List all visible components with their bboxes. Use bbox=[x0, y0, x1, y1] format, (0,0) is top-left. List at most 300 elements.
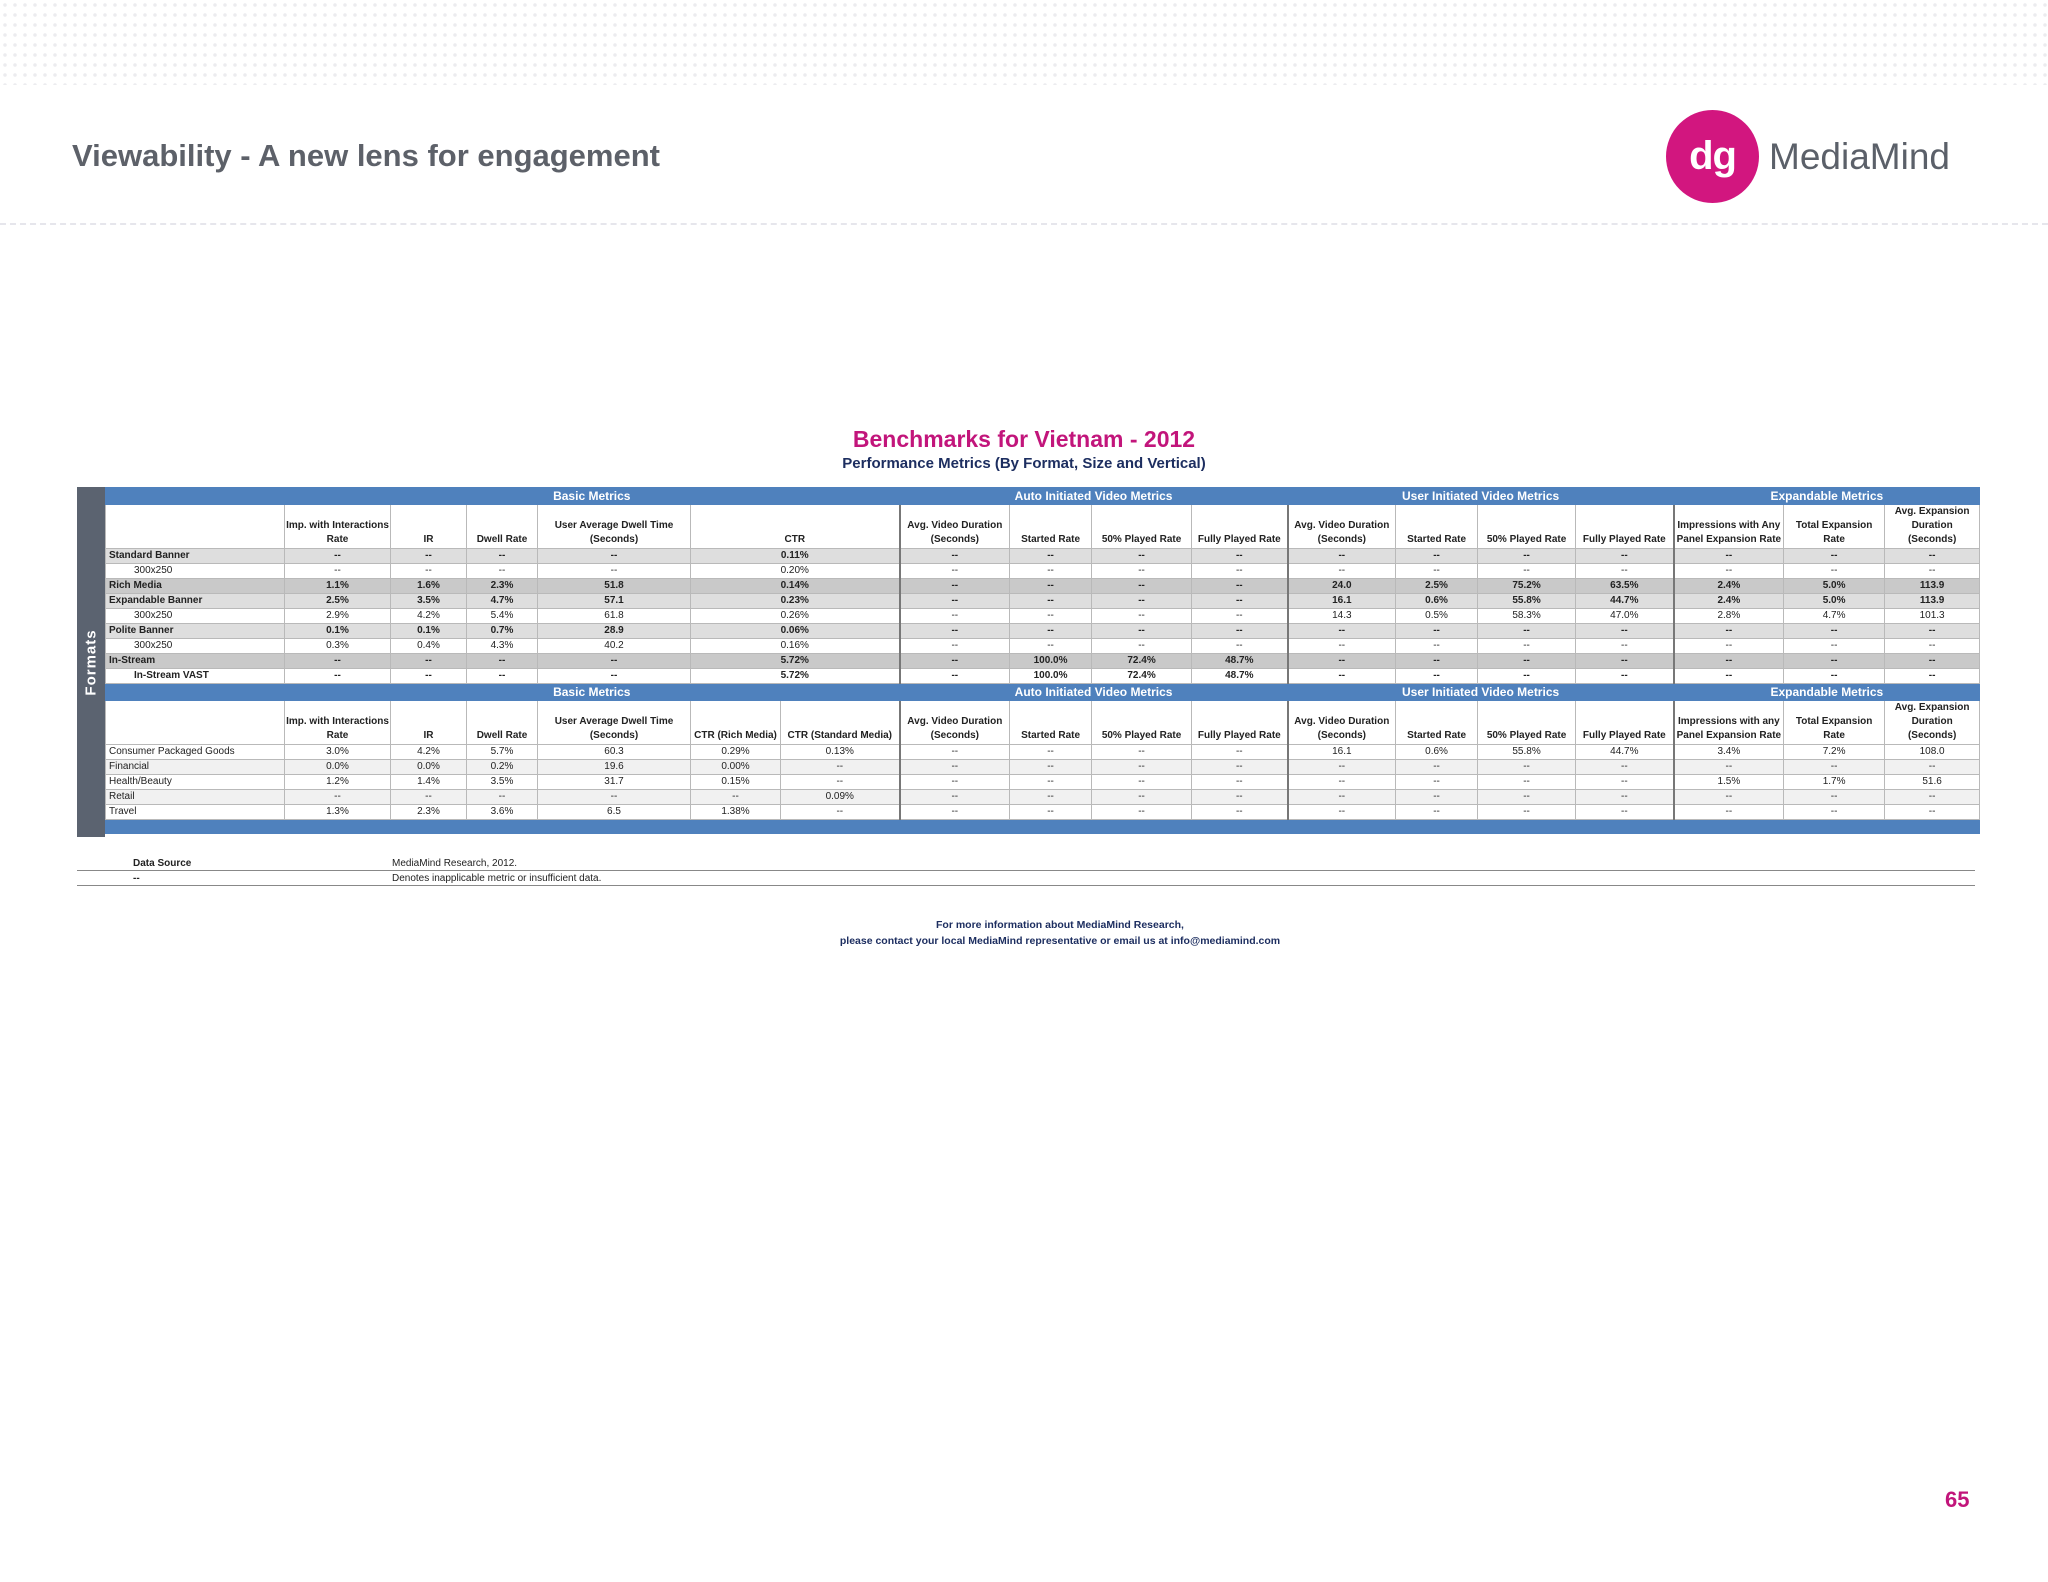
contact-line-1: For more information about MediaMind Research, bbox=[936, 919, 1184, 931]
table-cell: -- bbox=[1010, 790, 1092, 805]
column-header: CTR (Rich Media) bbox=[691, 701, 781, 745]
row-label: In-Stream bbox=[106, 654, 285, 669]
column-header: Fully Played Rate bbox=[1576, 505, 1674, 549]
table-row bbox=[106, 654, 1980, 669]
table-cell: 28.9 bbox=[538, 624, 691, 639]
table-row bbox=[106, 564, 1980, 579]
column-header-blank bbox=[106, 701, 285, 745]
group-header-expand: Expandable Metrics bbox=[1674, 684, 1980, 701]
table-cell: -- bbox=[1396, 564, 1478, 579]
table-cell: -- bbox=[1092, 775, 1192, 790]
table-cell: -- bbox=[1396, 775, 1478, 790]
group-header-user: User Initiated Video Metrics bbox=[1288, 684, 1674, 701]
table-cell: 1.3% bbox=[285, 805, 391, 820]
table-cell: -- bbox=[1784, 669, 1885, 684]
column-header-blank bbox=[106, 505, 285, 549]
table-cell: -- bbox=[1092, 579, 1192, 594]
column-header-row bbox=[106, 505, 1980, 549]
table-cell: -- bbox=[1885, 805, 1980, 820]
table-cell: -- bbox=[1674, 624, 1784, 639]
row-label: Polite Banner bbox=[106, 624, 285, 639]
table-cell: -- bbox=[1674, 654, 1784, 669]
column-header: 50% Played Rate bbox=[1478, 505, 1576, 549]
row-label: In-Stream VAST bbox=[106, 669, 285, 684]
table-cell: 0.2% bbox=[467, 760, 538, 775]
table-cell: 0.0% bbox=[391, 760, 467, 775]
table-cell: -- bbox=[1010, 564, 1092, 579]
table-cell: 75.2% bbox=[1478, 579, 1576, 594]
table-cell: -- bbox=[1192, 775, 1288, 790]
row-label: 300x250 bbox=[106, 564, 285, 579]
table-cell: -- bbox=[900, 760, 1010, 775]
table-cell: -- bbox=[391, 654, 467, 669]
table-cell: -- bbox=[538, 549, 691, 564]
table-cell: 0.20% bbox=[691, 564, 900, 579]
table-cell: 58.3% bbox=[1478, 609, 1576, 624]
table-cell: 72.4% bbox=[1092, 669, 1192, 684]
table-cell: 5.0% bbox=[1784, 579, 1885, 594]
table-cell: -- bbox=[1192, 609, 1288, 624]
table-cell: 51.6 bbox=[1885, 775, 1980, 790]
table-cell: -- bbox=[1784, 790, 1885, 805]
table-cell: 14.3 bbox=[1288, 609, 1396, 624]
table-cell: 1.5% bbox=[1674, 775, 1784, 790]
column-header: Impressions with Any Panel Expansion Rate bbox=[1674, 505, 1784, 549]
table-cell: 0.7% bbox=[467, 624, 538, 639]
column-header: Dwell Rate bbox=[467, 505, 538, 549]
table-cell: 40.2 bbox=[538, 639, 691, 654]
table-cell: -- bbox=[900, 594, 1010, 609]
table-cell: -- bbox=[1576, 564, 1674, 579]
table-cell: -- bbox=[900, 745, 1010, 760]
table-cell: 0.15% bbox=[691, 775, 781, 790]
table-cell: -- bbox=[1674, 790, 1784, 805]
table-cell: -- bbox=[1784, 549, 1885, 564]
table-cell: -- bbox=[467, 790, 538, 805]
table-cell: -- bbox=[285, 669, 391, 684]
table-cell: -- bbox=[900, 549, 1010, 564]
group-header-auto: Auto Initiated Video Metrics bbox=[900, 488, 1288, 505]
table-cell: 0.6% bbox=[1396, 745, 1478, 760]
table-cell: 60.3 bbox=[538, 745, 691, 760]
table-cell: 1.38% bbox=[691, 805, 781, 820]
table-cell: -- bbox=[467, 564, 538, 579]
table-row bbox=[106, 594, 1980, 609]
table-cell: -- bbox=[1674, 639, 1784, 654]
table-cell: -- bbox=[1396, 805, 1478, 820]
column-header: Avg. Expansion Duration (Seconds) bbox=[1885, 701, 1980, 745]
table-cell: 101.3 bbox=[1885, 609, 1980, 624]
column-header: Avg. Expansion Duration (Seconds) bbox=[1885, 505, 1980, 549]
column-header-row bbox=[106, 701, 1980, 745]
table-cell: 44.7% bbox=[1576, 594, 1674, 609]
table-cell: 2.3% bbox=[467, 579, 538, 594]
table-cell: 0.3% bbox=[285, 639, 391, 654]
table-cell: -- bbox=[538, 564, 691, 579]
table-cell: 1.6% bbox=[391, 579, 467, 594]
table-cell: -- bbox=[1885, 564, 1980, 579]
table-cell: -- bbox=[691, 790, 781, 805]
table-cell: -- bbox=[1288, 790, 1396, 805]
table-cell: -- bbox=[1092, 805, 1192, 820]
column-header: Started Rate bbox=[1396, 701, 1478, 745]
table-cell: 48.7% bbox=[1192, 669, 1288, 684]
table-cell: -- bbox=[900, 790, 1010, 805]
table-cell: 61.8 bbox=[538, 609, 691, 624]
table-cell: -- bbox=[1010, 745, 1092, 760]
group-header-basic: Basic Metrics bbox=[285, 488, 900, 505]
row-label: Rich Media bbox=[106, 579, 285, 594]
table-cell: 2.9% bbox=[285, 609, 391, 624]
table-cell: 2.3% bbox=[391, 805, 467, 820]
table-cell: -- bbox=[391, 669, 467, 684]
table-cell: 44.7% bbox=[1576, 745, 1674, 760]
row-label: 300x250 bbox=[106, 639, 285, 654]
row-label: Standard Banner bbox=[106, 549, 285, 564]
table-cell: -- bbox=[1784, 564, 1885, 579]
table-cell: -- bbox=[1478, 760, 1576, 775]
row-label: Financial bbox=[106, 760, 285, 775]
table-cell: -- bbox=[1092, 760, 1192, 775]
note-key: Data Source bbox=[133, 858, 192, 869]
note-value: Denotes inapplicable metric or insufficient data. bbox=[392, 873, 602, 884]
group-header-basic: Basic Metrics bbox=[285, 684, 900, 701]
table-cell: -- bbox=[1396, 624, 1478, 639]
table-footer-bar bbox=[106, 820, 1980, 834]
table-cell: 16.1 bbox=[1288, 594, 1396, 609]
logo-text: MediaMind bbox=[1769, 135, 1950, 177]
column-header: Avg. Video Duration (Seconds) bbox=[900, 701, 1010, 745]
column-header: IR bbox=[391, 505, 467, 549]
table-cell: 4.2% bbox=[391, 745, 467, 760]
table-cell: -- bbox=[1288, 654, 1396, 669]
table-cell: -- bbox=[1478, 639, 1576, 654]
column-header: Avg. Video Duration (Seconds) bbox=[1288, 701, 1396, 745]
table-cell: 3.6% bbox=[467, 805, 538, 820]
table-cell: 0.29% bbox=[691, 745, 781, 760]
table-cell: -- bbox=[1092, 790, 1192, 805]
table-cell: 3.5% bbox=[391, 594, 467, 609]
table-cell: 0.16% bbox=[691, 639, 900, 654]
table-cell: -- bbox=[1288, 549, 1396, 564]
table-cell: 4.3% bbox=[467, 639, 538, 654]
table-cell: -- bbox=[1674, 549, 1784, 564]
row-label: 300x250 bbox=[106, 609, 285, 624]
group-header-auto: Auto Initiated Video Metrics bbox=[900, 684, 1288, 701]
table-cell: -- bbox=[1885, 654, 1980, 669]
table-cell: 4.7% bbox=[467, 594, 538, 609]
table-cell: -- bbox=[1288, 624, 1396, 639]
table-cell: -- bbox=[391, 549, 467, 564]
dg-logo-icon: dg bbox=[1666, 110, 1759, 203]
page-title: Viewability - A new lens for engagement bbox=[72, 138, 660, 173]
table-cell: 0.4% bbox=[391, 639, 467, 654]
table-cell: -- bbox=[1192, 564, 1288, 579]
table-cell: -- bbox=[781, 805, 900, 820]
table-cell: -- bbox=[1784, 805, 1885, 820]
table-cell: 51.8 bbox=[538, 579, 691, 594]
table-cell: -- bbox=[391, 564, 467, 579]
table-footer-cell bbox=[106, 820, 1980, 834]
table-cell: -- bbox=[1396, 549, 1478, 564]
contact-line-2: please contact your local MediaMind representative or email us at info@mediamind.com bbox=[839, 935, 1281, 947]
column-header: CTR (Standard Media) bbox=[781, 701, 900, 745]
column-header: Avg. Video Duration (Seconds) bbox=[900, 505, 1010, 549]
table-cell: 72.4% bbox=[1092, 654, 1192, 669]
table-cell: -- bbox=[467, 654, 538, 669]
table-cell: -- bbox=[1192, 594, 1288, 609]
column-header: User Average Dwell Time (Seconds) bbox=[538, 701, 691, 745]
table-cell: -- bbox=[1010, 624, 1092, 639]
table-cell: -- bbox=[1396, 669, 1478, 684]
table-cell: -- bbox=[1576, 549, 1674, 564]
table-cell: 31.7 bbox=[538, 775, 691, 790]
table-cell: 0.6% bbox=[1396, 594, 1478, 609]
table-cell: -- bbox=[900, 639, 1010, 654]
table-cell: -- bbox=[1288, 564, 1396, 579]
table-cell: 100.0% bbox=[1010, 654, 1092, 669]
column-header: Imp. with Interactions Rate bbox=[285, 701, 391, 745]
table-cell: 2.4% bbox=[1674, 579, 1784, 594]
table-cell: -- bbox=[1396, 639, 1478, 654]
table-cell: -- bbox=[1010, 579, 1092, 594]
table-cell: -- bbox=[1478, 564, 1576, 579]
table-cell: 2.8% bbox=[1674, 609, 1784, 624]
group-header-user: User Initiated Video Metrics bbox=[1288, 488, 1674, 505]
table-cell: -- bbox=[391, 790, 467, 805]
table-cell: 1.4% bbox=[391, 775, 467, 790]
table-cell: -- bbox=[1396, 654, 1478, 669]
table-cell: -- bbox=[1576, 639, 1674, 654]
decorative-dot-pattern bbox=[0, 0, 2048, 85]
table-row bbox=[106, 609, 1980, 624]
table-cell: -- bbox=[1092, 564, 1192, 579]
page-number: 65 bbox=[1945, 1487, 1970, 1512]
table-cell: -- bbox=[1288, 805, 1396, 820]
table-cell: 0.14% bbox=[691, 579, 900, 594]
table-cell: -- bbox=[1092, 609, 1192, 624]
table-cell: 1.2% bbox=[285, 775, 391, 790]
table-cell: -- bbox=[1010, 549, 1092, 564]
table-cell: -- bbox=[1010, 760, 1092, 775]
table-cell: 5.72% bbox=[691, 654, 900, 669]
table-cell: -- bbox=[900, 654, 1010, 669]
table-row bbox=[106, 624, 1980, 639]
column-header: Avg. Video Duration (Seconds) bbox=[1288, 505, 1396, 549]
table-cell: -- bbox=[1576, 760, 1674, 775]
column-header: User Average Dwell Time (Seconds) bbox=[538, 505, 691, 549]
table-cell: -- bbox=[1288, 639, 1396, 654]
table-cell: 2.4% bbox=[1674, 594, 1784, 609]
column-header: Started Rate bbox=[1010, 701, 1092, 745]
table-cell: -- bbox=[1784, 639, 1885, 654]
column-header: 50% Played Rate bbox=[1478, 701, 1576, 745]
table-cell: -- bbox=[1478, 790, 1576, 805]
table-cell: -- bbox=[781, 775, 900, 790]
table-cell: 0.13% bbox=[781, 745, 900, 760]
table-cell: -- bbox=[538, 654, 691, 669]
table-cell: -- bbox=[1192, 805, 1288, 820]
table-cell: -- bbox=[285, 549, 391, 564]
table-cell: -- bbox=[1010, 805, 1092, 820]
table-cell: 47.0% bbox=[1576, 609, 1674, 624]
column-header: CTR bbox=[691, 505, 900, 549]
table-cell: 0.26% bbox=[691, 609, 900, 624]
column-header: Imp. with Interactions Rate bbox=[285, 505, 391, 549]
table-cell: 55.8% bbox=[1478, 745, 1576, 760]
table-cell: 0.11% bbox=[691, 549, 900, 564]
table-cell: 0.09% bbox=[781, 790, 900, 805]
column-header: Started Rate bbox=[1396, 505, 1478, 549]
note-row bbox=[77, 856, 1975, 871]
table-row bbox=[106, 579, 1980, 594]
table-row bbox=[106, 639, 1980, 654]
table-cell: -- bbox=[538, 790, 691, 805]
table-cell: -- bbox=[1885, 790, 1980, 805]
table-cell: 3.4% bbox=[1674, 745, 1784, 760]
table-cell: -- bbox=[1576, 624, 1674, 639]
table-cell: 113.9 bbox=[1885, 594, 1980, 609]
table-cell: -- bbox=[900, 624, 1010, 639]
table-cell: -- bbox=[1396, 760, 1478, 775]
row-label: Retail bbox=[106, 790, 285, 805]
table-cell: -- bbox=[1478, 654, 1576, 669]
table-cell: -- bbox=[1478, 805, 1576, 820]
table-cell: 57.1 bbox=[538, 594, 691, 609]
table-cell: -- bbox=[1192, 624, 1288, 639]
group-header-expand: Expandable Metrics bbox=[1674, 488, 1980, 505]
table-cell: -- bbox=[781, 760, 900, 775]
table-cell: -- bbox=[1192, 549, 1288, 564]
table-cell: 48.7% bbox=[1192, 654, 1288, 669]
table-cell: -- bbox=[1885, 760, 1980, 775]
table-cell: -- bbox=[900, 609, 1010, 624]
group-header-blank bbox=[106, 684, 285, 701]
table-cell: -- bbox=[1576, 775, 1674, 790]
note-key: -- bbox=[133, 873, 140, 884]
table-cell: -- bbox=[1478, 624, 1576, 639]
table-cell: -- bbox=[1784, 654, 1885, 669]
table-cell: 0.1% bbox=[285, 624, 391, 639]
column-header: Fully Played Rate bbox=[1576, 701, 1674, 745]
table-cell: -- bbox=[285, 564, 391, 579]
column-header: Total Expansion Rate bbox=[1784, 701, 1885, 745]
table-cell: 16.1 bbox=[1288, 745, 1396, 760]
table-cell: -- bbox=[1010, 594, 1092, 609]
table-cell: -- bbox=[1092, 639, 1192, 654]
table-cell: 100.0% bbox=[1010, 669, 1092, 684]
table-cell: -- bbox=[1010, 609, 1092, 624]
table-cell: -- bbox=[1478, 775, 1576, 790]
table-cell: -- bbox=[1092, 594, 1192, 609]
table-cell: -- bbox=[1576, 805, 1674, 820]
table-cell: -- bbox=[900, 579, 1010, 594]
column-header: Fully Played Rate bbox=[1192, 505, 1288, 549]
column-header: Dwell Rate bbox=[467, 701, 538, 745]
table-cell: -- bbox=[900, 669, 1010, 684]
table-cell: 0.0% bbox=[285, 760, 391, 775]
table-cell: 0.00% bbox=[691, 760, 781, 775]
table-cell: -- bbox=[1092, 745, 1192, 760]
table-cell: 0.1% bbox=[391, 624, 467, 639]
table-cell: -- bbox=[1576, 654, 1674, 669]
table-cell: 113.9 bbox=[1885, 579, 1980, 594]
table-cell: -- bbox=[1288, 669, 1396, 684]
row-label: Consumer Packaged Goods bbox=[106, 745, 285, 760]
table-cell: 0.5% bbox=[1396, 609, 1478, 624]
table-cell: 5.4% bbox=[467, 609, 538, 624]
table-cell: -- bbox=[1288, 760, 1396, 775]
table-cell: -- bbox=[1192, 745, 1288, 760]
table-cell: -- bbox=[285, 654, 391, 669]
table-cell: -- bbox=[1192, 790, 1288, 805]
table-cell: -- bbox=[1576, 669, 1674, 684]
mediamind-logo bbox=[1666, 110, 1950, 203]
note-value: MediaMind Research, 2012. bbox=[392, 858, 518, 869]
report-title: Benchmarks for Vietnam - 2012 bbox=[852, 426, 1196, 452]
table-cell: -- bbox=[1092, 624, 1192, 639]
table-cell: -- bbox=[1192, 579, 1288, 594]
table-cell: -- bbox=[1478, 549, 1576, 564]
group-header-row bbox=[106, 684, 1980, 701]
report-subtitle: Performance Metrics (By Format, Size and Vertical) bbox=[842, 455, 1206, 472]
table-cell: 5.0% bbox=[1784, 594, 1885, 609]
table-cell: 6.5 bbox=[538, 805, 691, 820]
table-cell: -- bbox=[538, 669, 691, 684]
row-label: Expandable Banner bbox=[106, 594, 285, 609]
table-cell: -- bbox=[900, 805, 1010, 820]
row-label: Travel bbox=[106, 805, 285, 820]
table-cell: -- bbox=[467, 669, 538, 684]
table-cell: 2.5% bbox=[1396, 579, 1478, 594]
column-header: Started Rate bbox=[1010, 505, 1092, 549]
table-row bbox=[106, 790, 1980, 805]
column-header: IR bbox=[391, 701, 467, 745]
notes-section bbox=[77, 856, 1975, 886]
column-header: 50% Played Rate bbox=[1092, 505, 1192, 549]
table-row bbox=[106, 760, 1980, 775]
table-cell: 3.5% bbox=[467, 775, 538, 790]
table-cell: 19.6 bbox=[538, 760, 691, 775]
group-header-blank bbox=[106, 488, 285, 505]
table-cell: -- bbox=[1674, 805, 1784, 820]
table-cell: 0.06% bbox=[691, 624, 900, 639]
table-cell: -- bbox=[1674, 669, 1784, 684]
table-cell: -- bbox=[1885, 669, 1980, 684]
table-cell: 0.23% bbox=[691, 594, 900, 609]
row-label: Health/Beauty bbox=[106, 775, 285, 790]
table-cell: -- bbox=[1010, 639, 1092, 654]
column-header: Impressions with any Panel Expansion Rate bbox=[1674, 701, 1784, 745]
table-row bbox=[106, 669, 1980, 684]
table-cell: -- bbox=[1885, 639, 1980, 654]
table-cell: 7.2% bbox=[1784, 745, 1885, 760]
table-cell: -- bbox=[1885, 624, 1980, 639]
table-row bbox=[106, 549, 1980, 564]
table-cell: -- bbox=[1885, 549, 1980, 564]
table-cell: 5.72% bbox=[691, 669, 900, 684]
table-cell: -- bbox=[1092, 549, 1192, 564]
table-cell: 1.1% bbox=[285, 579, 391, 594]
table-cell: 3.0% bbox=[285, 745, 391, 760]
benchmark-table bbox=[105, 487, 1980, 834]
table-cell: -- bbox=[1674, 760, 1784, 775]
table-cell: -- bbox=[1192, 760, 1288, 775]
table-cell: -- bbox=[1784, 624, 1885, 639]
column-header: Fully Played Rate bbox=[1192, 701, 1288, 745]
table-cell: -- bbox=[467, 549, 538, 564]
table-cell: -- bbox=[900, 564, 1010, 579]
